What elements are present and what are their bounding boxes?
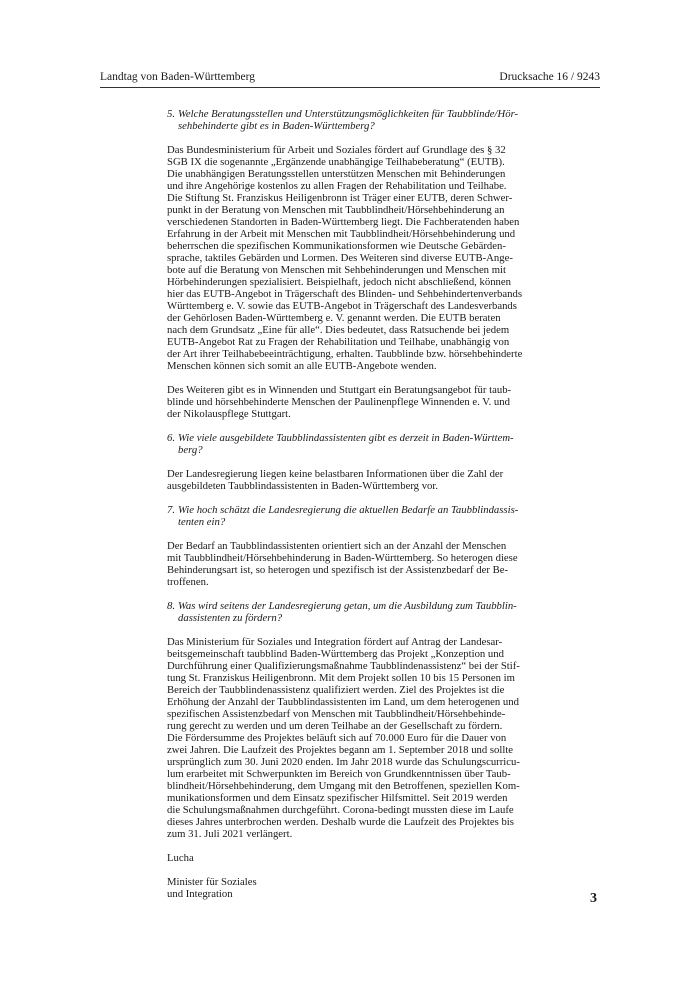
answer-8: Das Ministerium für Soziales und Integration fördert auf Antrag der Landesar- beitsgemeinschaft taubblind Baden-Württemberg das Projekt „Konzeption und Durchführung einer Qualifizierungsmaßnahme Taubblindenassistenz“ bei der Stif- tung St. Franziskus Heiligenbronn. Mit dem Projekt sollen 10 bis 15 Personen im Bereich der Taubblindenassistenz qualifiziert werden. Ziel des Projektes ist die Erhöhung der Anzahl der Taubblindassistenten im Land, um dem heterogenen und spezifischen Assistenzbedarf von Menschen mit Taubblindheit/Hörsehbehinde- rung gerecht zu werden und um deren Teilhabe an der Gesellschaft zu fördern. Die Fördersumme des Projektes beläuft sich auf 70.000 Euro für die Dauer von zwei Jahren. Die Laufzeit des Projektes begann am 1. September 2018 und sollte ursprünglich zum 30. Juni 2020 enden. Im Jahr 2018 wurde das Schulungscurricu- lum erarbeitet mit Schwerpunkten im Bereich von Grundkenntnissen über Taub- blindheit/Hörsehbehinderung, dem Umgang mit den Betroffenen, speziellen Kom- munikationsformen und dem Einsatz spezifischer Hilfsmittel. Seit 2019 werden die Schulungsmaßnahmen durchgeführt. Corona-bedingt mussten diese im Laufe dieses Jahres unterbrochen werden. Deshalb wurde die Laufzeit des Projektes bis zum 31. Juli 2021 verlängert. [167, 636, 520, 840]
question-5: 5. Welche Beratungsstellen und Unterstützungsmöglichkeiten für Taubblinde/Hör- sehbehinderte gibt es in Baden-Württemberg? [167, 108, 519, 132]
question-6: 6. Wie viele ausgebildete Taubblindassistenten gibt es derzeit in Baden-Württem- berg? [167, 432, 514, 456]
question-8: 8. Was wird seitens der Landesregierung getan, um die Ausbildung zum Taubblin- dassistenten zu fördern? [167, 600, 517, 624]
signature-name: Lucha [167, 852, 194, 864]
answer-7: Der Bedarf an Taubblindassistenten orientiert sich an der Anzahl der Menschen mit Taubblindheit/Hörsehbehinderung in Baden-Württemberg. So heterogen diese Behinderungsart ist, so heterogen und spezifisch ist der Assistenzbedarf der Be- troffenen. [167, 540, 518, 588]
answer-5-paragraph-2: Des Weiteren gibt es in Winnenden und Stuttgart ein Beratungsangebot für taub- blinde und hörsehbehinderte Menschen der Paulinenpflege Winnenden e. V. und der Nikolauspflege Stuttgart. [167, 384, 512, 420]
signature-title: Minister für Soziales und Integration [167, 876, 257, 900]
header-rule [100, 87, 600, 88]
answer-5-paragraph-1: Das Bundesministerium für Arbeit und Soziales fördert auf Grundlage des § 32 SGB IX die sogenannte „Ergänzende unabhängige Teilhabeberatung“ (EUTB). Die unabhängigen Beratungsstellen unterstützen Menschen mit Behinderungen und ihre Angehörige kostenlos zu allen Fragen der Rehabilitation und Teilhabe. Die Stiftung St. Franziskus Heiligenbronn ist Träger einer EUTB, deren Schwer- punkt in der Beratung von Menschen mit Taubblindheit/Hörsehbehinderung an verschiedenen Standorten in Baden-Württemberg liegt. Die Fachberatenden haben Erfahrung in der Arbeit mit Menschen mit Taubblindheit/Hörsehbehinderung und beherrschen die spezifischen Kommunikationsformen wie Deutsche Gebärden- sprache, taktiles Gebärden und Lormen. Des Weiteren sind diverse EUTB-Ange- bote auf die Beratung von Menschen mit Sehbehinderungen und Menschen mit Hörbehinderungen spezialisiert. Beispielhaft, jedoch nicht abschließend, können hier das EUTB-Angebot in Trägerschaft des Blinden- und Sehbehindertenverbands Württemberg e. V. sowie das EUTB-Angebot in Trägerschaft des Landesverbands der Gehörlosen Baden-Württemberg e. V. genannt werden. Die EUTB beraten nach dem Grundsatz „Eine für alle“. Dies bedeutet, dass Ratsuchende bei jedem EUTB-Angebot Rat zu Fragen der Rehabilitation und Teilhabe, unabhängig von der Art ihrer Teilhabebeeinträchtigung, erhalten. Taubblinde bzw. hörsehbehinderte Menschen können sich somit an alle EUTB-Angebote wenden. [167, 144, 523, 372]
header-left: Landtag von Baden-Württemberg [100, 71, 255, 83]
page-header [100, 70, 600, 84]
header-right: Drucksache 16 / 9243 [499, 71, 600, 83]
question-7: 7. Wie hoch schätzt die Landesregierung die aktuellen Bedarfe an Taubblindassis- tenten ein? [167, 504, 519, 528]
page-number: 3 [590, 891, 597, 906]
document-body [167, 108, 534, 900]
answer-6: Der Landesregierung liegen keine belastbaren Informationen über die Zahl der ausgebildeten Taubblindassistenten in Baden-Württemberg vor. [167, 468, 504, 492]
